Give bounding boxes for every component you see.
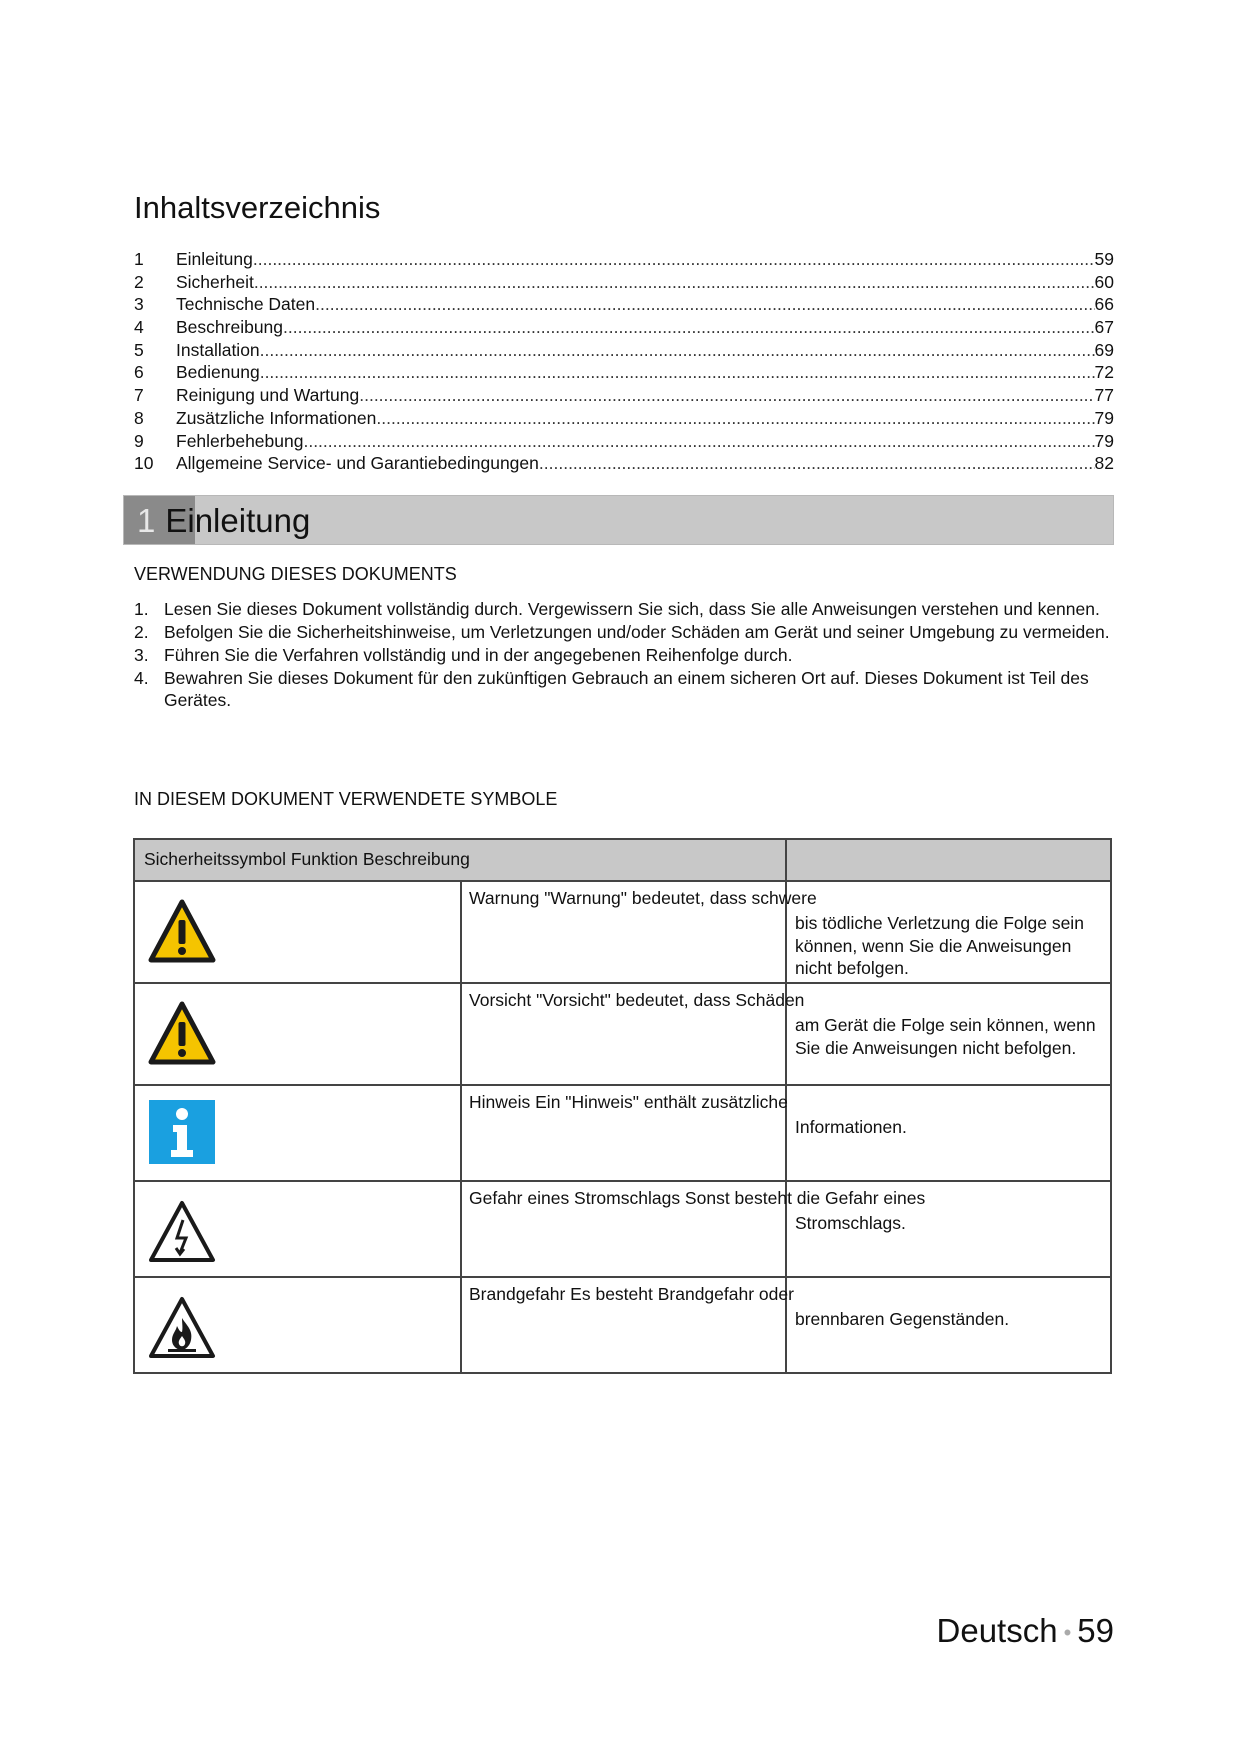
table-row bbox=[135, 1086, 1110, 1182]
toc-entry-number: 3 bbox=[134, 294, 144, 315]
toc-entry-page: 60 bbox=[1094, 271, 1114, 292]
toc-entry bbox=[134, 384, 1114, 407]
symbol-description-lead: Hinweis Ein "Hinweis" enthält zusätzliche bbox=[469, 1092, 788, 1112]
toc-entry-label: Reinigung und Wartung bbox=[176, 385, 360, 406]
toc-entry-number: 1 bbox=[134, 249, 144, 269]
column-divider bbox=[460, 1278, 462, 1372]
table-row bbox=[135, 1278, 1110, 1372]
symbols-heading: IN DIESEM DOKUMENT VERWENDETE SYMBOLE bbox=[134, 789, 558, 809]
toc-entry-number: 7 bbox=[134, 385, 144, 406]
symbol-description-continued: Informationen. bbox=[795, 1117, 907, 1137]
symbols-table bbox=[133, 838, 1112, 1374]
toc-entry bbox=[134, 361, 1114, 384]
section-header-bar bbox=[123, 495, 1114, 545]
usage-heading: VERWENDUNG DIESES DOKUMENTS bbox=[134, 564, 457, 584]
toc-entry bbox=[134, 339, 1114, 362]
toc-entry bbox=[134, 430, 1114, 453]
toc-entry-page: 79 bbox=[1094, 407, 1114, 428]
toc-entry bbox=[134, 271, 1114, 294]
section-title bbox=[137, 502, 310, 540]
toc-entry-page: 66 bbox=[1094, 294, 1114, 315]
toc-entry-number: 5 bbox=[134, 339, 144, 360]
toc-leader-dots bbox=[315, 293, 1094, 316]
toc-entry bbox=[134, 452, 1114, 475]
toc-entry-label: Zusätzliche Informationen bbox=[176, 407, 377, 428]
usage-step bbox=[134, 667, 1114, 711]
step-text: Bewahren Sie dieses Dokument für den zukünftigen Gebrauch an einem sicheren Ort auf. Dieses Dokument ist Teil des Gerätes. bbox=[164, 668, 1089, 710]
toc-leader-dots bbox=[254, 271, 1095, 294]
symbols-table-header-text: Sicherheitssymbol Funktion Beschreibung bbox=[144, 849, 470, 869]
toc-entry-page: 59 bbox=[1094, 249, 1114, 269]
toc-entry-page: 79 bbox=[1094, 430, 1114, 451]
column-divider bbox=[460, 882, 462, 982]
toc-entry bbox=[134, 407, 1114, 430]
step-text: Befolgen Sie die Sicherheitshinweise, um Verletzungen und/oder Schäden am Gerät und seiner Umgebung zu vermeiden. bbox=[164, 622, 1110, 642]
toc-entry-number: 9 bbox=[134, 430, 144, 451]
column-divider bbox=[460, 1182, 462, 1276]
table-row bbox=[135, 984, 1110, 1086]
fire-hazard-icon bbox=[147, 1294, 217, 1362]
toc-entry bbox=[134, 316, 1114, 339]
toc-entry-page: 69 bbox=[1094, 339, 1114, 360]
symbol-description-lead: Gefahr eines Stromschlags Sonst besteht die Gefahr eines bbox=[469, 1188, 926, 1208]
toc-entry-label: Installation bbox=[176, 339, 260, 360]
toc-entry-page: 72 bbox=[1094, 362, 1114, 383]
usage-step bbox=[134, 621, 1114, 643]
footer-language: Deutsch bbox=[936, 1612, 1058, 1649]
toc-entry-label: Bedienung bbox=[176, 362, 260, 383]
toc-entry-page: 67 bbox=[1094, 317, 1114, 338]
table-of-contents bbox=[134, 248, 1114, 475]
footer-separator: • bbox=[1063, 1620, 1072, 1646]
toc-leader-dots bbox=[303, 430, 1094, 453]
toc-entry-label: Fehlerbehebung bbox=[176, 430, 304, 451]
toc-leader-dots bbox=[376, 407, 1094, 430]
symbol-description-lead: Warnung "Warnung" bedeutet, dass schwere bbox=[469, 888, 817, 908]
toc-leader-dots bbox=[260, 361, 1095, 384]
toc-entry-page: 82 bbox=[1094, 453, 1114, 474]
toc-entry bbox=[134, 248, 1114, 271]
toc-title: Inhaltsverzeichnis bbox=[134, 190, 381, 225]
toc-entry-label: Einleitung bbox=[176, 249, 253, 269]
warning-icon bbox=[147, 898, 217, 966]
step-text: Lesen Sie dieses Dokument vollständig durch. Vergewissern Sie sich, dass Sie alle Anweisungen verstehen und kennen. bbox=[164, 599, 1100, 619]
toc-leader-dots bbox=[283, 316, 1095, 339]
toc-entry-number: 4 bbox=[134, 317, 144, 338]
toc-entry-number: 2 bbox=[134, 271, 144, 292]
symbol-description-continued: bis tödliche Verletzung die Folge sein können, wenn Sie die Anweisungen nicht befolgen. bbox=[795, 913, 1084, 979]
usage-steps-list bbox=[134, 598, 1114, 712]
symbol-description-continued: Stromschlags. bbox=[795, 1213, 906, 1233]
toc-leader-dots bbox=[260, 339, 1095, 362]
column-divider bbox=[785, 840, 787, 880]
toc-entry-number: 10 bbox=[134, 453, 154, 474]
electric-shock-icon bbox=[147, 1198, 217, 1266]
toc-entry-number: 8 bbox=[134, 407, 144, 428]
column-divider bbox=[460, 984, 462, 1084]
step-text: Führen Sie die Verfahren vollständig und in der angegebenen Reihenfolge durch. bbox=[164, 645, 793, 665]
symbols-table-header bbox=[135, 840, 1110, 882]
step-number: 2. bbox=[134, 622, 149, 642]
usage-step bbox=[134, 644, 1114, 666]
step-number: 1. bbox=[134, 599, 149, 619]
symbol-description-continued: am Gerät die Folge sein können, wenn Sie die Anweisungen nicht befolgen. bbox=[795, 1015, 1096, 1058]
section-title-text: Einleitung bbox=[165, 502, 311, 539]
symbol-description-continued: brennbaren Gegenständen. bbox=[795, 1309, 1010, 1329]
symbol-description-lead: Brandgefahr Es besteht Brandgefahr oder bbox=[469, 1284, 794, 1304]
toc-entry-page: 77 bbox=[1094, 385, 1114, 406]
toc-entry-label: Allgemeine Service- und Garantiebedingungen bbox=[176, 453, 539, 474]
info-icon bbox=[147, 1098, 217, 1166]
footer-page-number: 59 bbox=[1077, 1612, 1114, 1649]
table-row bbox=[135, 1182, 1110, 1278]
symbol-description-lead: Vorsicht "Vorsicht" bedeutet, dass Schäden bbox=[469, 990, 805, 1010]
toc-leader-dots bbox=[539, 452, 1095, 475]
column-divider bbox=[460, 1086, 462, 1180]
toc-entry-label: Technische Daten bbox=[176, 294, 316, 315]
page-footer bbox=[937, 1612, 1114, 1650]
usage-step bbox=[134, 598, 1114, 620]
toc-entry-number: 6 bbox=[134, 362, 144, 383]
toc-entry-label: Beschreibung bbox=[176, 317, 284, 338]
toc-entry bbox=[134, 293, 1114, 316]
toc-leader-dots bbox=[253, 248, 1095, 271]
caution-icon bbox=[147, 1000, 217, 1068]
step-number: 3. bbox=[134, 645, 149, 665]
table-row bbox=[135, 882, 1110, 984]
toc-entry-label: Sicherheit bbox=[176, 271, 254, 292]
section-number: 1 bbox=[137, 502, 156, 539]
toc-leader-dots bbox=[359, 384, 1094, 407]
step-number: 4. bbox=[134, 668, 149, 688]
